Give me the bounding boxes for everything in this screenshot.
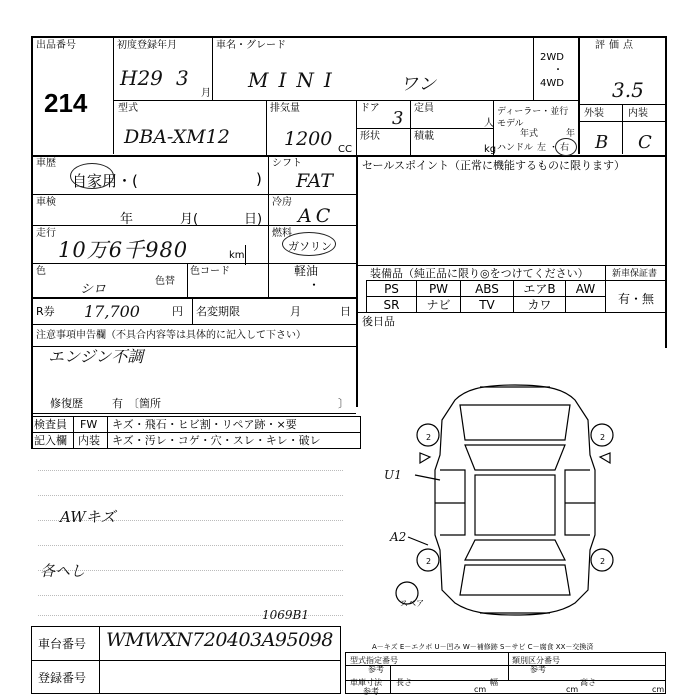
- inspection-day: 日): [244, 212, 263, 227]
- registration-label: 登録番号: [38, 671, 87, 685]
- color-label: 色: [36, 266, 46, 277]
- inspector-row2: キズ・汚レ・コゲ・穴・スレ・キレ・破レ: [112, 434, 321, 447]
- car-name-label: 車名・グレード: [216, 40, 286, 51]
- load-unit: kg: [484, 144, 497, 155]
- history-value: 自家用・(: [72, 172, 138, 190]
- recycle-unit: 円: [172, 305, 183, 318]
- car-grade: ワン: [400, 74, 436, 95]
- mileage-value: 10万6千980: [58, 238, 189, 262]
- equip-navi: ナビ: [426, 298, 451, 312]
- remark-other: 各ヘし: [40, 562, 86, 580]
- repair-place: 〔箇所: [128, 397, 161, 410]
- recycle-label: R券: [36, 305, 55, 318]
- equip-leather: カワ: [527, 298, 552, 312]
- grade-value: 3.5: [612, 78, 644, 102]
- equip-label: 装備品（純正品に限り◎をつけてください）: [370, 267, 589, 280]
- tire-rl-label: 2: [426, 557, 432, 566]
- remark-aw: AWキズ: [60, 508, 116, 526]
- inspector-label2: 記入欄: [34, 434, 67, 447]
- history-label: 車歴: [36, 158, 56, 169]
- type-label: 型式: [118, 103, 138, 114]
- ac-value: AC: [298, 205, 335, 227]
- dealer-model: モデル: [497, 119, 524, 129]
- class-no-ref: 参考: [530, 665, 546, 674]
- repair-close: 〕: [338, 397, 349, 410]
- garage-length: 長さ: [396, 678, 412, 687]
- lot-label: 出品番号: [36, 40, 76, 51]
- recycle-value: 17,700: [84, 302, 140, 321]
- drive-4wd: 4WD: [540, 78, 564, 89]
- drive-2wd: 2WD: [540, 52, 564, 63]
- warranty-label: 新車保証書: [612, 269, 658, 279]
- inspection-month: 月(: [180, 212, 199, 227]
- first-reg-month: 3: [176, 66, 189, 90]
- cap-unit: 人: [484, 118, 494, 129]
- damage-u1: U1: [384, 468, 402, 482]
- int-grade: C: [638, 132, 652, 153]
- inspector-label1: 検査員: [34, 418, 67, 431]
- class-no-label: 類別区分番号: [512, 656, 560, 665]
- tire-fr-label: 2: [600, 433, 606, 442]
- fuel-label: 燃料: [272, 228, 292, 239]
- equip-airbag: エアB: [523, 282, 556, 296]
- fuel-gasoline: ガソリン: [288, 240, 332, 253]
- name-change-label: 名変期限: [196, 305, 240, 318]
- garage-width: 幅: [490, 678, 498, 687]
- drive-dot: ・: [553, 65, 563, 76]
- fuel-circle: [282, 232, 336, 256]
- sales-label: セールスポイント（正常に機能するものに限ります）: [362, 159, 626, 172]
- shape-label: 形状: [360, 131, 380, 142]
- garage-height-unit: cm: [652, 685, 665, 694]
- ext-label: 外装: [584, 108, 604, 119]
- garage-ref: 参考: [363, 687, 379, 696]
- first-reg-label: 初度登録年月: [117, 40, 177, 51]
- shift-value: FAT: [296, 170, 333, 192]
- ext-grade: B: [595, 132, 609, 153]
- mileage-unit: km: [229, 250, 245, 261]
- inspector-inner: 内装: [78, 434, 100, 447]
- repair-label: 修復歴: [50, 397, 83, 410]
- inspection-label: 車検: [36, 197, 56, 208]
- grade-label: 評価点: [595, 40, 637, 51]
- repair-has: 有: [112, 397, 123, 410]
- tire-rr-label: 2: [600, 557, 606, 566]
- handle-label: ハンドル: [497, 143, 534, 153]
- legend: A－キズ E－エクボ U－凹み W－補修跡 S－サビ C－腐食 XX－交換済: [372, 643, 594, 651]
- first-reg-unit: 月: [201, 88, 211, 99]
- car-name: MINI: [248, 68, 342, 92]
- notes-text: エンジン不調: [48, 347, 144, 366]
- fuel-diesel: 軽油: [294, 264, 319, 278]
- garage-width-unit: cm: [566, 685, 579, 694]
- equip-tv: TV: [479, 298, 495, 312]
- inspector-fw: FW: [80, 418, 98, 431]
- first-reg-era: H29: [120, 66, 163, 90]
- equip-pw: PW: [428, 282, 449, 296]
- cap-label: 定員: [414, 103, 434, 114]
- name-change-month: 月: [290, 305, 301, 318]
- chassis-label: 車台番号: [38, 637, 87, 651]
- inspector-row1: キズ・飛石・ヒビ割・リペア跡・×要: [112, 418, 297, 431]
- fuel-dot: ・: [308, 278, 321, 292]
- chassis-over: 1069B1: [262, 608, 309, 622]
- handle-right-circle: [555, 138, 577, 156]
- type-value: DBA-XM12: [124, 126, 230, 148]
- ac-label: 冷房: [272, 197, 292, 208]
- dealer-year: 年式: [520, 129, 539, 139]
- handle-right: 右: [560, 143, 570, 153]
- car-diagram: [370, 375, 660, 625]
- disp-value: 1200: [284, 128, 333, 150]
- color-change: 色替: [155, 276, 175, 287]
- name-change-day: 日: [340, 305, 351, 318]
- dealer-year-unit: 年: [566, 129, 576, 139]
- lot-number: 214: [44, 88, 88, 118]
- garage-height: 高さ: [580, 678, 596, 687]
- equip-abs: ABS: [475, 282, 499, 296]
- notes-label: 注意事項申告欄（不具合内容等は具体的に記入して下さい）: [36, 330, 306, 341]
- handle-dot: ・: [549, 143, 559, 153]
- history-close: ): [256, 170, 262, 188]
- int-label: 内装: [628, 108, 648, 119]
- shift-label: シフト: [272, 158, 302, 169]
- color-value: シロ: [80, 282, 107, 297]
- garage-length-unit: cm: [474, 685, 487, 694]
- equip-sr: SR: [383, 298, 400, 312]
- dealer-label: ディーラー・並行: [497, 107, 569, 117]
- inspection-year: 年: [120, 212, 134, 227]
- damage-a2: A2: [390, 530, 407, 544]
- garage-size-label: 車庫寸法: [350, 678, 382, 687]
- spare-label: スペア: [400, 599, 424, 608]
- model-no-ref: 参考: [368, 665, 384, 674]
- model-no-label: 型式指定番号: [350, 656, 398, 665]
- color-code: 色コード: [190, 266, 230, 277]
- handle-left: 左: [537, 143, 547, 153]
- load-label: 積載: [414, 131, 434, 142]
- rear-seat-label: 後日品: [362, 315, 395, 328]
- warranty-value: 有・無: [618, 292, 655, 306]
- disp-unit: CC: [338, 144, 352, 155]
- mileage-label: 走行: [36, 228, 56, 239]
- disp-label: 排気量: [270, 103, 300, 114]
- chassis-value: WMWXN720403A95098: [106, 629, 333, 651]
- history-circle: [70, 163, 114, 189]
- equip-ps: PS: [384, 282, 399, 296]
- equip-aw: AW: [575, 282, 596, 296]
- tire-fl-label: 2: [426, 433, 432, 442]
- door-value: 3: [392, 108, 404, 129]
- door-label: ドア: [360, 103, 380, 114]
